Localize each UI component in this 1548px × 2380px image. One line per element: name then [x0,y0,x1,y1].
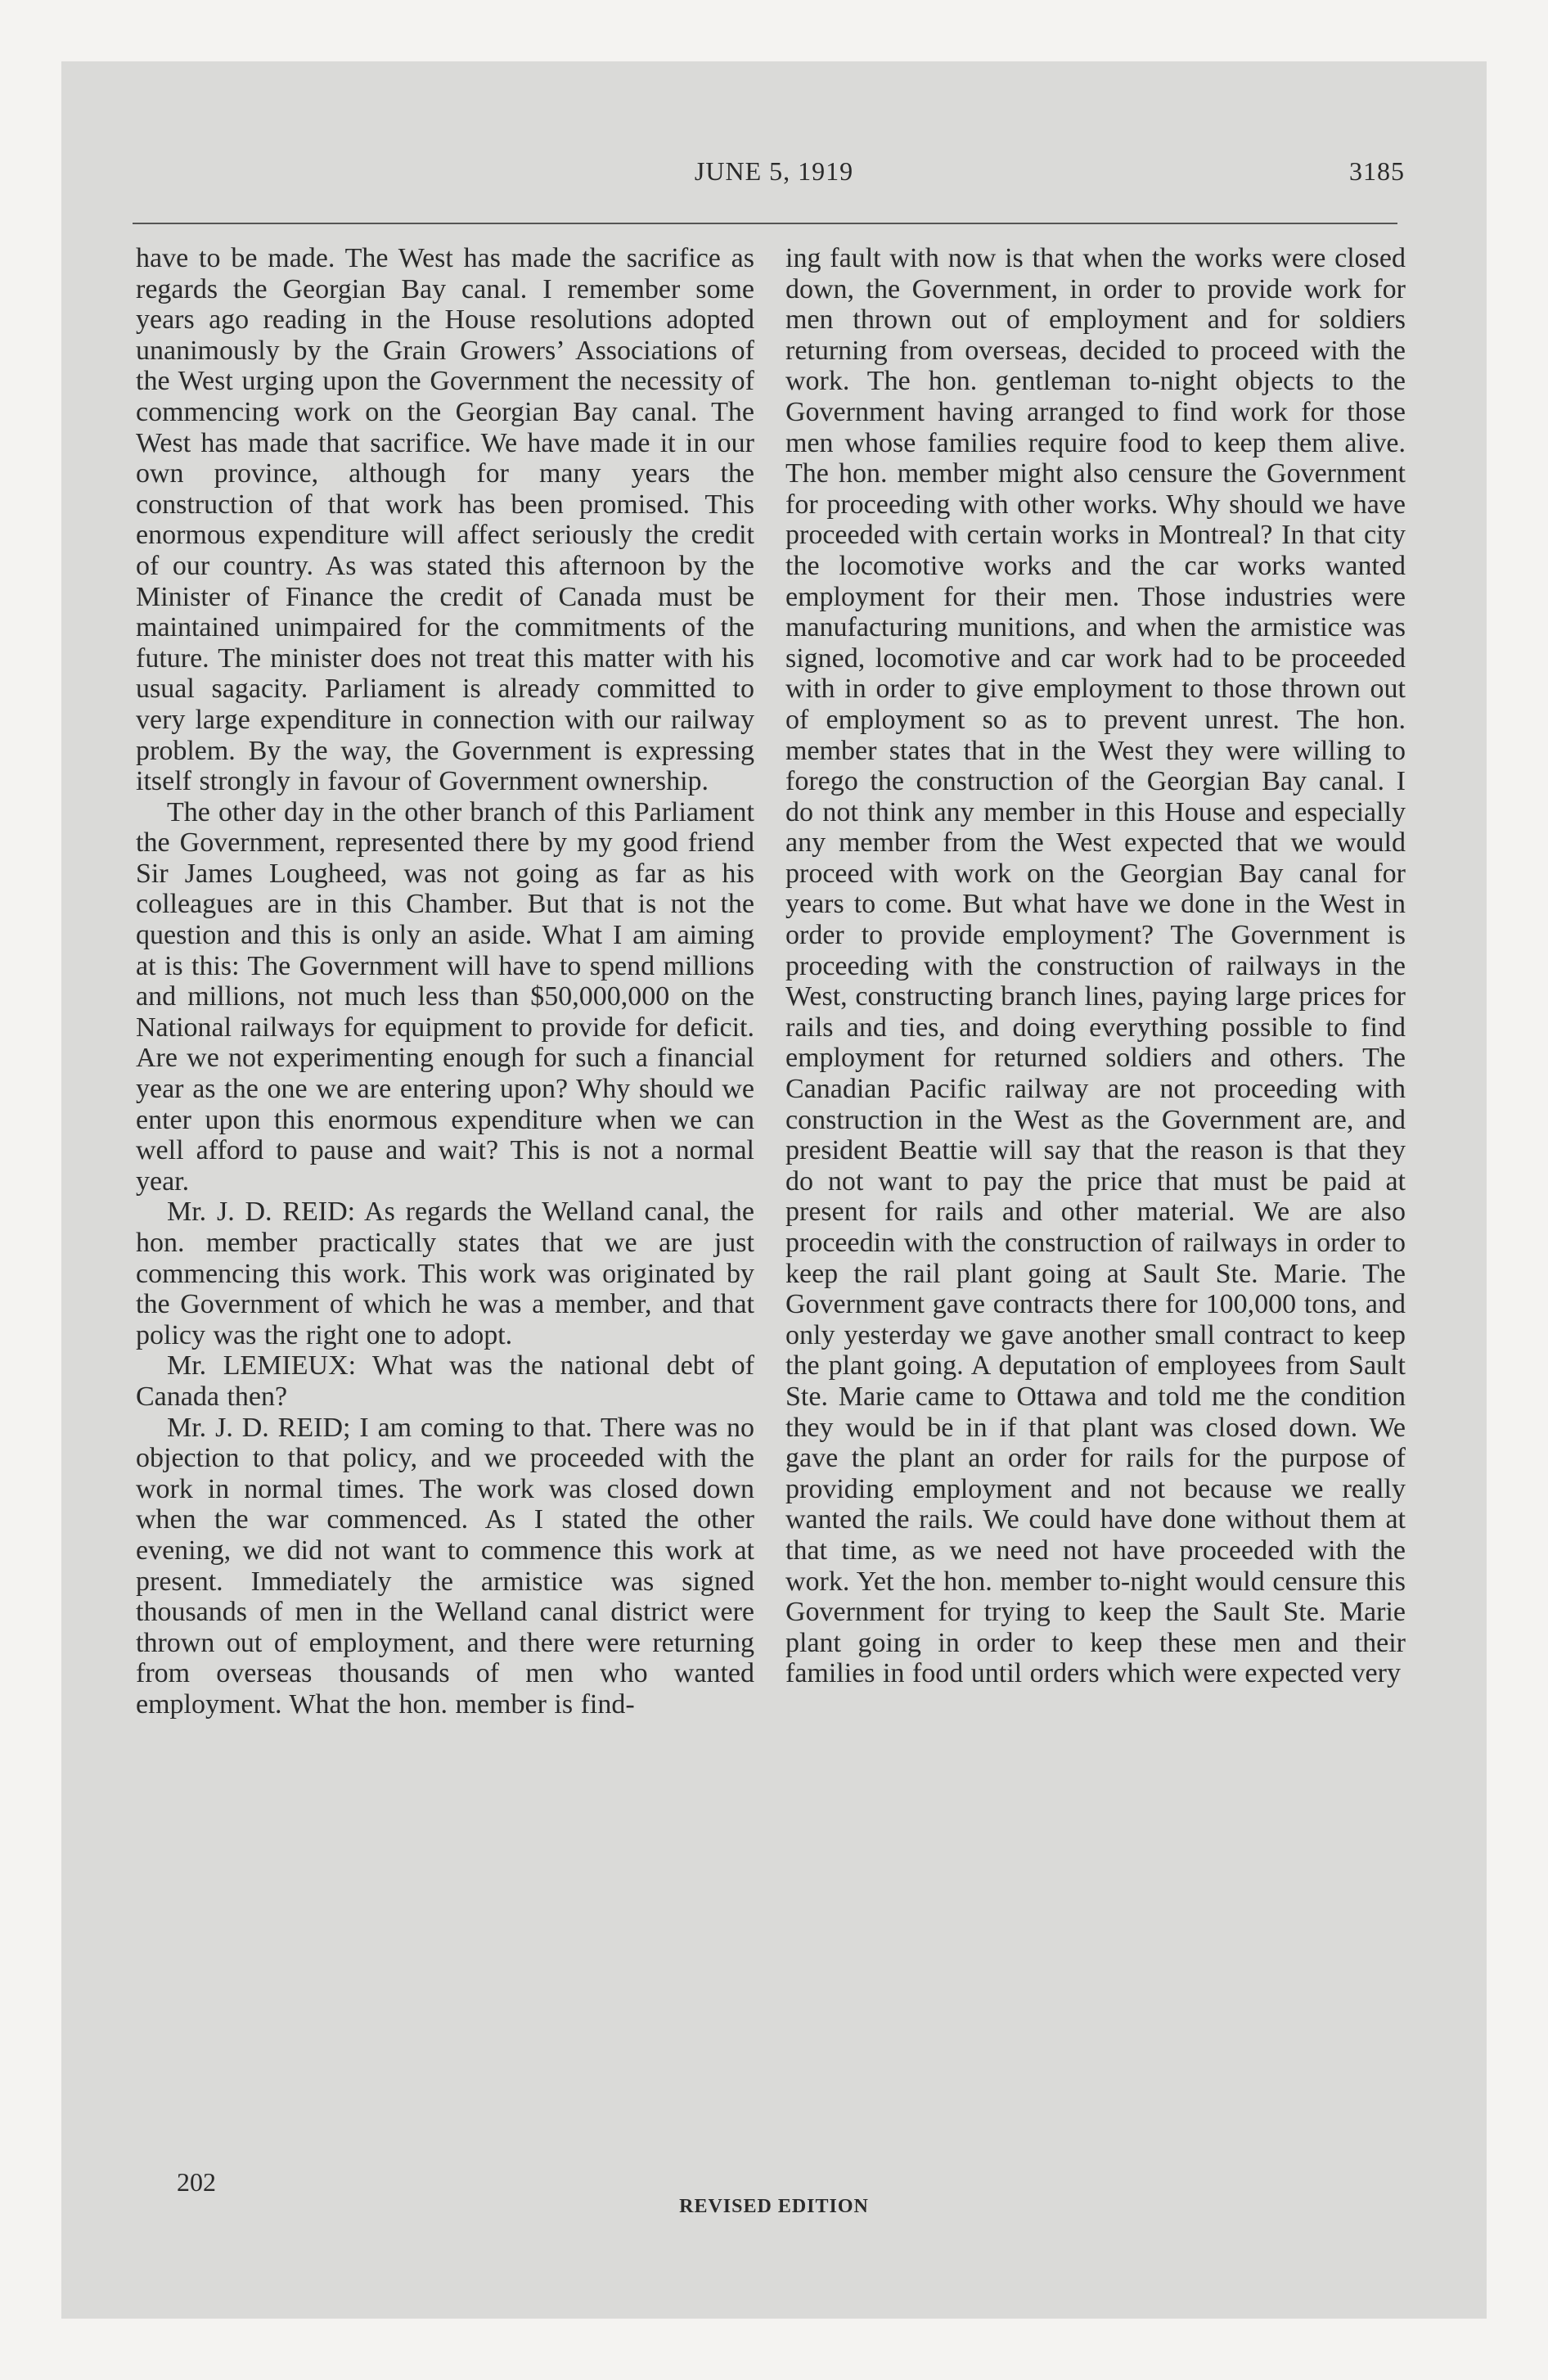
left-column [136,243,754,1720]
footer-revised-edition: REVISED EDITION [679,2196,869,2217]
page-number: 3185 [1349,156,1405,186]
right-column [785,243,1406,1689]
left-paragraph-3: Mr. J. D. REID: As regards the Welland canal, the hon. member practically states that we are just commencing this work. This work was originated by the Government of which he was a member, and that policy was the right one to adopt. [136,1197,754,1350]
signature-mark: 202 [177,2167,216,2197]
header-rule [133,223,1397,224]
left-paragraph-2: The other day in the other branch of this Parliament the Government, represented there by my good friend Sir James Lougheed, was not going as far as his colleagues are in this Chamber. But that is not the question and this is only an aside. What I am aiming at is this: The Government will have to spend millions and millions, not much less than $50,000,000 on the National railways for equipment to provide for deficit. Are we not experimenting enough for such a financial year as the one we are entering upon? Why should we enter upon this enormous expenditure when we can well afford to pause and wait? This is not a normal year. [136,796,754,1197]
left-paragraph-1: have to be made. The West has made the sacrifice as regards the Georgian Bay canal. I remember some years ago reading in the House resolutions adopted unanimously by the Grain Growers’ Associations of the West urging upon the Government the necessity of commencing work on the Georgian Bay canal. The West has made that sacrifice. We have made it in our own province, although for many years the construction of that work has been promised. This enormous expenditure will affect seriously the credit of our country. As was stated this afternoon by the Minister of Finance the credit of Canada must be maintained unimpaired for the commitments of the future. The minister does not treat this matter with his usual sagacity. Parliament is already committed to very large expenditure in connection with our railway problem. By the way, the Government is expressing itself strongly in favour of Government ownership. [136,243,754,797]
left-paragraph-5: Mr. J. D. REID; I am coming to that. There was no objection to that policy, and we proceeded with the work in normal times. The work was closed down when the war commenced. As I stated the other evening, we did not want to commence this work at present. Immediately the armistice was signed thousands of men in the Welland canal district were thrown out of employment, and there were returning from overseas thousands of men who wanted employment. What the hon. member is find- [136,1412,754,1720]
page-date: JUNE 5, 1919 [694,156,854,186]
running-head [0,156,1548,197]
left-paragraph-4: Mr. LEMIEUX: What was the national debt of Canada then? [136,1350,754,1412]
right-paragraph-1: ing fault with now is that when the works were closed down, the Government, in order to provide work for men thrown out of employment and for soldiers returning from overseas, decided to proceed with the work. The hon. gentleman to-night objects to the Government having arranged to find work for those men whose families require food to keep them alive. The hon. member might also censure the Government for proceeding with other works. Why should we have proceeded with certain works in Montreal? In that city the locomotive works and the car works wanted employment for their men. Those industries were manufacturing munitions, and when the armistice was signed, locomotive and car work had to be proceeded with in order to give employment to those thrown out of employment so as to prevent unrest. The hon. member states that in the West they were willing to forego the construction of the Georgian Bay canal. I do not think any member in this House and especially any member from the West expected that we would proceed with work on the Georgian Bay canal for years to come. But what have we done in the West in order to provide employment? The Government is proceeding with the construction of railways in the West, constructing branch lines, paying large prices for rails and ties, and doing everything possible to find employment for returned soldiers and others. The Canadian Pacific railway are not proceeding with construction in the West as the Government are, and president Beattie will say that the reason is that they do not want to pay the price that must be paid at present for rails and other material. We are also proceedin with the construction of railways in order to keep the rail plant going at Sault Ste. Marie. The Government gave contracts there for 100,000 tons, and only yesterday we gave another small contract to keep the plant going. A deputation of employees from Sault Ste. Marie came to Ottawa and told me the condition they would be in if that plant was closed down. We gave the plant an order for rails for the purpose of providing employment and not because we really wanted the rails. We could have done without them at that time, as we need not have proceeded with the work. Yet the hon. member to-night would censure this Government for trying to keep the Sault Ste. Marie plant going in order to keep these men and their families in food until orders which were expected very [785,243,1406,1689]
